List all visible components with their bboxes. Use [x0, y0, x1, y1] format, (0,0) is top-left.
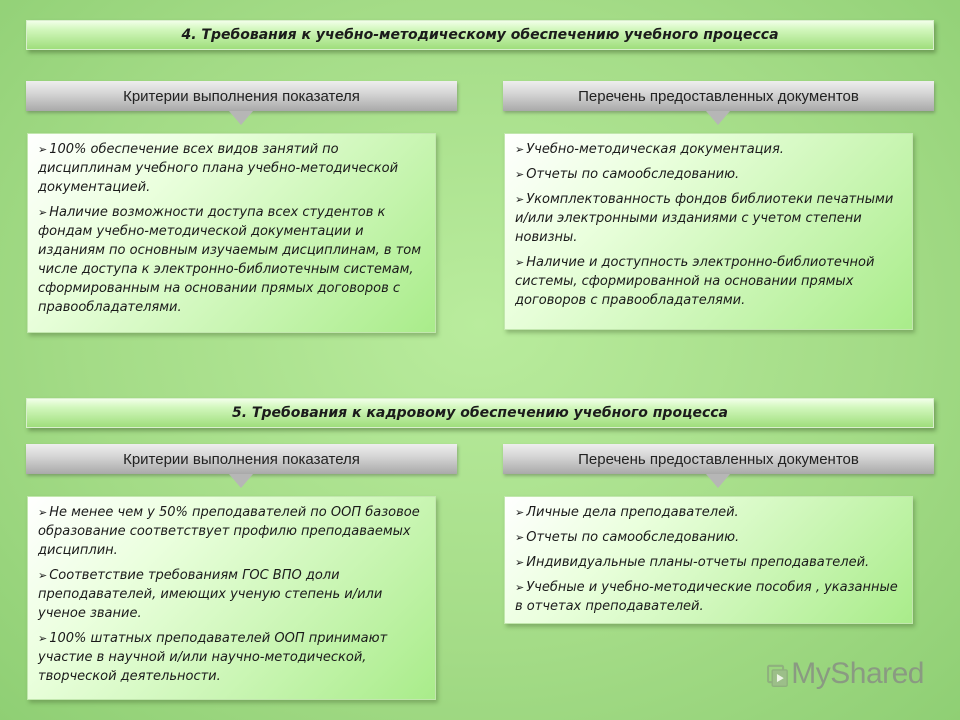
bullet-arrow-icon: ➢ [515, 143, 525, 156]
list-item: ➢ Наличие и доступность электронно-библиотечной системы, сформированной на основании прямых договоров с правообладателями. [515, 255, 875, 308]
bullet-arrow-icon: ➢ [515, 506, 525, 519]
section-4-criteria-header: Критерии выполнения показателя [26, 81, 457, 111]
list-item: ➢ Личные дела преподавателей. [515, 505, 739, 520]
list-item: ➢ Индивидуальные планы-отчеты преподавателей. [515, 555, 870, 570]
bullet-arrow-icon: ➢ [515, 581, 525, 594]
list-item: ➢ 100% обеспечение всех видов занятий по дисциплинам учебного плана учебно-методической документацией. [38, 142, 399, 195]
bullet-arrow-icon: ➢ [38, 569, 48, 582]
myshared-logo-text: MyShared [791, 657, 924, 690]
section-5-documents-header: Перечень предоставленных документов [503, 444, 934, 474]
section-4-criteria-arrow-icon [229, 111, 253, 125]
section-4-documents-box [504, 133, 913, 330]
bullet-arrow-icon: ➢ [38, 632, 48, 645]
list-item: ➢ Укомплектованность фондов библиотеки печатными и/или электронными изданиями с учетом степени новизны. [515, 192, 894, 245]
list-item: ➢ Соответствие требованиям ГОС ВПО доли преподавателей, имеющих ученую степень и/или ученое звание. [38, 568, 383, 621]
bullet-arrow-icon: ➢ [515, 531, 525, 544]
section-4-documents-arrow-icon [706, 111, 730, 125]
list-item: ➢ 100% штатных преподавателей ООП принимают участие в научной и/или научно-методической, творческой деятельности. [38, 631, 388, 684]
bullet-arrow-icon: ➢ [515, 193, 525, 206]
section-4-criteria-box [27, 133, 436, 333]
bullet-arrow-icon: ➢ [515, 168, 525, 181]
list-item: ➢ Не менее чем у 50% преподавателей по ООП базовое образование соответствует профилю преподаваемых дисциплин. [38, 505, 420, 558]
section-5-criteria-header: Критерии выполнения показателя [26, 444, 457, 474]
section-5-criteria-arrow-icon [229, 474, 253, 488]
bullet-arrow-icon: ➢ [515, 556, 525, 569]
myshared-logo [764, 652, 924, 696]
list-item: ➢ Наличие возможности доступа всех студентов к фондам учебно-методической документации и изданиям по основным изучаемым дисциплинам, в том числе доступа к электронно-библиотечным системам, сформированным на основании прямых договоров с правообладателями. [38, 205, 422, 315]
section-4-title: 4. Требования к учебно-методическому обеспечению учебного процесса [26, 20, 934, 50]
bullet-arrow-icon: ➢ [38, 506, 48, 519]
myshared-logo-icon [764, 654, 791, 694]
list-item: ➢ Отчеты по самообследованию. [515, 167, 740, 182]
list-item: ➢ Отчеты по самообследованию. [515, 530, 740, 545]
bullet-arrow-icon: ➢ [515, 256, 525, 269]
section-5-documents-box [504, 496, 913, 624]
section-5-criteria-box [27, 496, 436, 700]
list-item: ➢ Учебные и учебно-методические пособия , указанные в отчетах преподавателей. [515, 580, 898, 614]
section-5-documents-arrow-icon [706, 474, 730, 488]
bullet-arrow-icon: ➢ [38, 143, 48, 156]
bullet-arrow-icon: ➢ [38, 206, 48, 219]
section-5-title: 5. Требования к кадровому обеспечению учебного процесса [26, 398, 934, 428]
list-item: ➢ Учебно-методическая документация. [515, 142, 784, 157]
section-4-documents-header: Перечень предоставленных документов [503, 81, 934, 111]
